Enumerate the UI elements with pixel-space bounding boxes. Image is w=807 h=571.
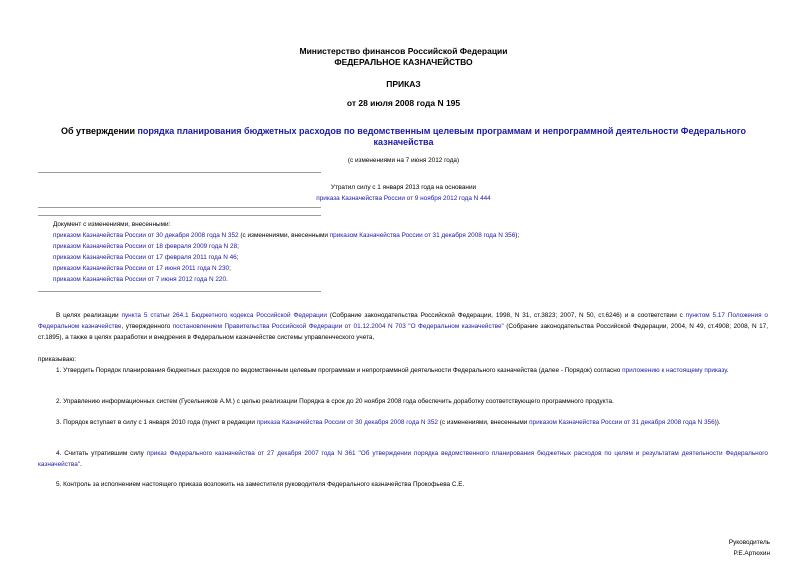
appendix-link[interactable]: приложению к настоящему приказу xyxy=(622,367,727,374)
treasury-name: ФЕДЕРАЛЬНОЕ КАЗНАЧЕЙСТВО xyxy=(334,57,473,67)
revision-note: (с изменениями на 7 июня 2012 года) xyxy=(347,157,460,164)
budget-code-link[interactable]: пункта 5 статьи 264.1 Бюджетного кодекса Российской Федерации xyxy=(121,312,327,319)
document-title xyxy=(60,126,747,148)
expired-note: Утратил силу с 1 января 2013 года на основании xyxy=(330,184,477,191)
change-link[interactable]: приказом Казначейства России от 31 декабря 2008 года N 356 xyxy=(329,232,516,239)
change-text: ; xyxy=(236,254,239,261)
order-item-5 xyxy=(38,479,768,490)
item-text: 2. Управлению информационных систем (Гусельников А.М.) с целью реализации Порядка в срок до 20 ноября 2008 года обеспечить доработку соответствующего программного продукта. xyxy=(56,398,614,405)
repealed-order-link[interactable]: приказ Федерального казначейства от 27 декабря 2007 года N 361 "Об утверждении порядка ведомственного планирования бюджетных расходов по целям и результатам деятельности Федерального казначейства" xyxy=(38,450,768,468)
doc-type: ПРИКАЗ xyxy=(386,79,421,89)
amendment-link[interactable]: приказом Казначейства России от 31 декабря 2008 года N 356 xyxy=(529,419,715,426)
regulation-link[interactable]: пунктом 5.17 Положения о Федеральном казначействе xyxy=(38,312,768,330)
changes-intro: Документ с изменениями, внесенными: xyxy=(53,221,171,228)
item-text: 3. Порядок вступает в силу с 1 января 2010 года (пункт в редакции xyxy=(56,419,257,426)
change-item xyxy=(53,263,753,274)
item-text: )). xyxy=(714,419,721,426)
divider xyxy=(38,172,321,173)
ministry-name: Министерство финансов Российской Федерации xyxy=(299,46,508,56)
change-item xyxy=(53,252,753,263)
change-link[interactable]: приказом Казначейства России от 30 декабря 2008 года N 352 xyxy=(53,232,239,239)
title-prefix: Об утверждении xyxy=(61,126,138,136)
preamble-paragraph xyxy=(38,310,768,343)
title-link[interactable]: порядка планирования бюджетных расходов по ведомственным целевым программам и непрограммной деятельности Федерального казначейства xyxy=(137,126,746,147)
order-item-2 xyxy=(38,396,768,407)
change-item xyxy=(53,241,753,252)
expired-link-row xyxy=(0,195,807,203)
item-text: . xyxy=(726,367,729,374)
change-link[interactable]: приказом Казначейства России от 17 июня 2011 года N 230 xyxy=(53,265,230,272)
change-text: ; xyxy=(229,265,231,272)
order-word: приказываю: xyxy=(38,356,76,363)
change-text: ; xyxy=(237,243,239,250)
signatory-name: Р.Е.Артюхин xyxy=(733,550,770,557)
changes-list xyxy=(53,219,753,285)
item-text: (с изменениями, внесенными xyxy=(437,419,530,426)
signature-block xyxy=(729,537,770,559)
item-text: 5. Контроль за исполнением настоящего приказа возложить на заместителя руководителя Федерального казначейства Прокофьева С.Е. xyxy=(56,481,465,488)
change-item xyxy=(53,274,753,285)
change-link[interactable]: приказом Казначейства России от 18 февраля 2009 года N 28 xyxy=(53,243,238,250)
divider xyxy=(38,291,321,292)
preamble-text: (Собрание законодательства Российской Федерации, 2004, N 49, ст.4908; 2008, N 17, ст.1895), а также в целях разработки и внедрения в Федеральном казначействе системы управленческого учета, xyxy=(38,323,768,341)
preamble-text: (Собрание законодательства Российской Федерации, 1998, N 31, ст.3823; 2007, N 50, ст.6246) и в соответствии с xyxy=(326,312,686,319)
doc-date-number: от 28 июля 2008 года N 195 xyxy=(346,98,461,108)
expired-order-link[interactable]: приказа Казначейства России от 9 ноября 2012 года N 444 xyxy=(316,195,491,202)
change-text: . xyxy=(226,276,228,283)
change-link[interactable]: приказом Казначейства России от 17 февраля 2011 года N 46 xyxy=(53,254,237,261)
item-text: . xyxy=(80,461,82,468)
preamble-text: , утвержденного xyxy=(121,323,173,330)
order-item-4 xyxy=(38,448,768,470)
preamble-text: В целях реализации xyxy=(56,312,122,319)
order-item-1 xyxy=(38,365,768,376)
order-item-3 xyxy=(38,417,768,428)
item-text: 4. Считать утратившим силу xyxy=(56,450,147,457)
amendment-link[interactable]: приказа Казначейства России от 30 декабря 2008 года N 352 xyxy=(256,419,438,426)
change-item xyxy=(53,230,753,241)
change-text: ); xyxy=(515,232,520,239)
government-decree-link[interactable]: постановлением Правительства Российской Федерации от 01.12.2004 N 703 "О Федеральном казначействе" xyxy=(172,323,504,330)
signatory-role: Руководитель xyxy=(728,539,770,546)
item-text: 1. Утвердить Порядок планирования бюджетных расходов по ведомственным целевым программам и непрограммной деятельности Федерального казначейства (далее - Порядок) согласно xyxy=(56,367,623,374)
change-text: (с изменениями, внесенными xyxy=(238,232,330,239)
change-link[interactable]: приказом Казначейства России от 7 июня 2012 года N 220 xyxy=(53,276,227,283)
divider xyxy=(38,215,321,216)
divider xyxy=(38,207,321,208)
